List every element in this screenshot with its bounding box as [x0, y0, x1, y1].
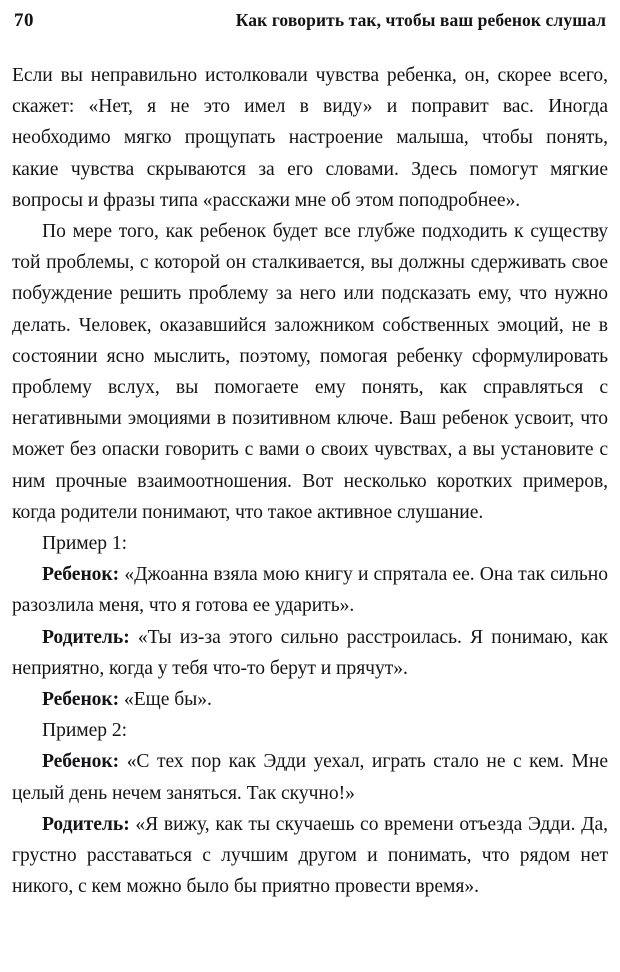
speech-text: «Ты из-за этого сильно расстроилась. Я понимаю, как неприятно, когда у тебя что-то берут и прячут».	[12, 626, 608, 679]
speech-text: «Я вижу, как ты скучаешь со времени отъезда Эдди. Да, грустно расставаться с лучшим другом и понимать, что рядом нет никого, с кем можно было бы приятно провести время».	[12, 813, 608, 898]
page-number: 70	[14, 10, 34, 31]
speaker-label: Ребенок:	[42, 689, 120, 711]
example-2-line-2	[12, 809, 608, 903]
example-1-line-2	[12, 622, 608, 684]
running-title: Как говорить так, чтобы ваш ребенок слушал	[235, 10, 606, 30]
speaker-label: Родитель:	[42, 626, 130, 648]
example-1-label: Пример 1:	[42, 533, 128, 555]
speaker-label: Ребенок:	[42, 751, 120, 773]
speaker-label: Родитель:	[42, 813, 130, 835]
paragraph-2: По мере того, как ребенок будет все глубже подходить к существу той проблемы, с которой он сталкивается, вы должны сдерживать свое побуждение решить проблему за него или подсказать ему, что нужно делать. Человек, оказавшийся заложником собственных эмоций, не в состоянии ясно мыслить, поэтому, помогая ребенку сформулировать проблему вслух, вы помогаете ему понять, как справляться с негативными эмоциями в позитивном ключе. Ваш ребенок усвоит, что может без опаски говорить с вами о своих чувствах, а вы установите с ним прочные взаимоотношения. Вот несколько коротких примеров, когда родители понимают, что такое активное слушание.	[12, 221, 608, 523]
example-2-line-1	[12, 746, 608, 808]
page-header	[14, 10, 606, 36]
speech-text: «Еще бы».	[124, 689, 212, 711]
paragraph-1: Если вы неправильно истолковали чувства ребенка, он, скорее всего, скажет: «Нет, я не это имел в виду» и поправит вас. Иногда необходимо мягко прощупать настроение малыша, чтобы понять, какие чувства скрываются за его словами. Здесь помогут мягкие вопросы и фразы типа «расскажи мне об этом поподробнее».	[12, 65, 608, 211]
speech-text: «Джоанна взяла мою книгу и спрятала ее. Она так сильно разозлила меня, что я готова ее ударить».	[12, 564, 608, 617]
example-1-line-3	[12, 684, 608, 715]
page-body	[12, 60, 608, 902]
example-2-label: Пример 2:	[42, 720, 128, 742]
example-1-line-1	[12, 559, 608, 621]
speaker-label: Ребенок:	[42, 564, 120, 586]
speech-text: «С тех пор как Эдди уехал, играть стало не с кем. Мне целый день нечем заняться. Так скучно!»	[12, 751, 608, 804]
